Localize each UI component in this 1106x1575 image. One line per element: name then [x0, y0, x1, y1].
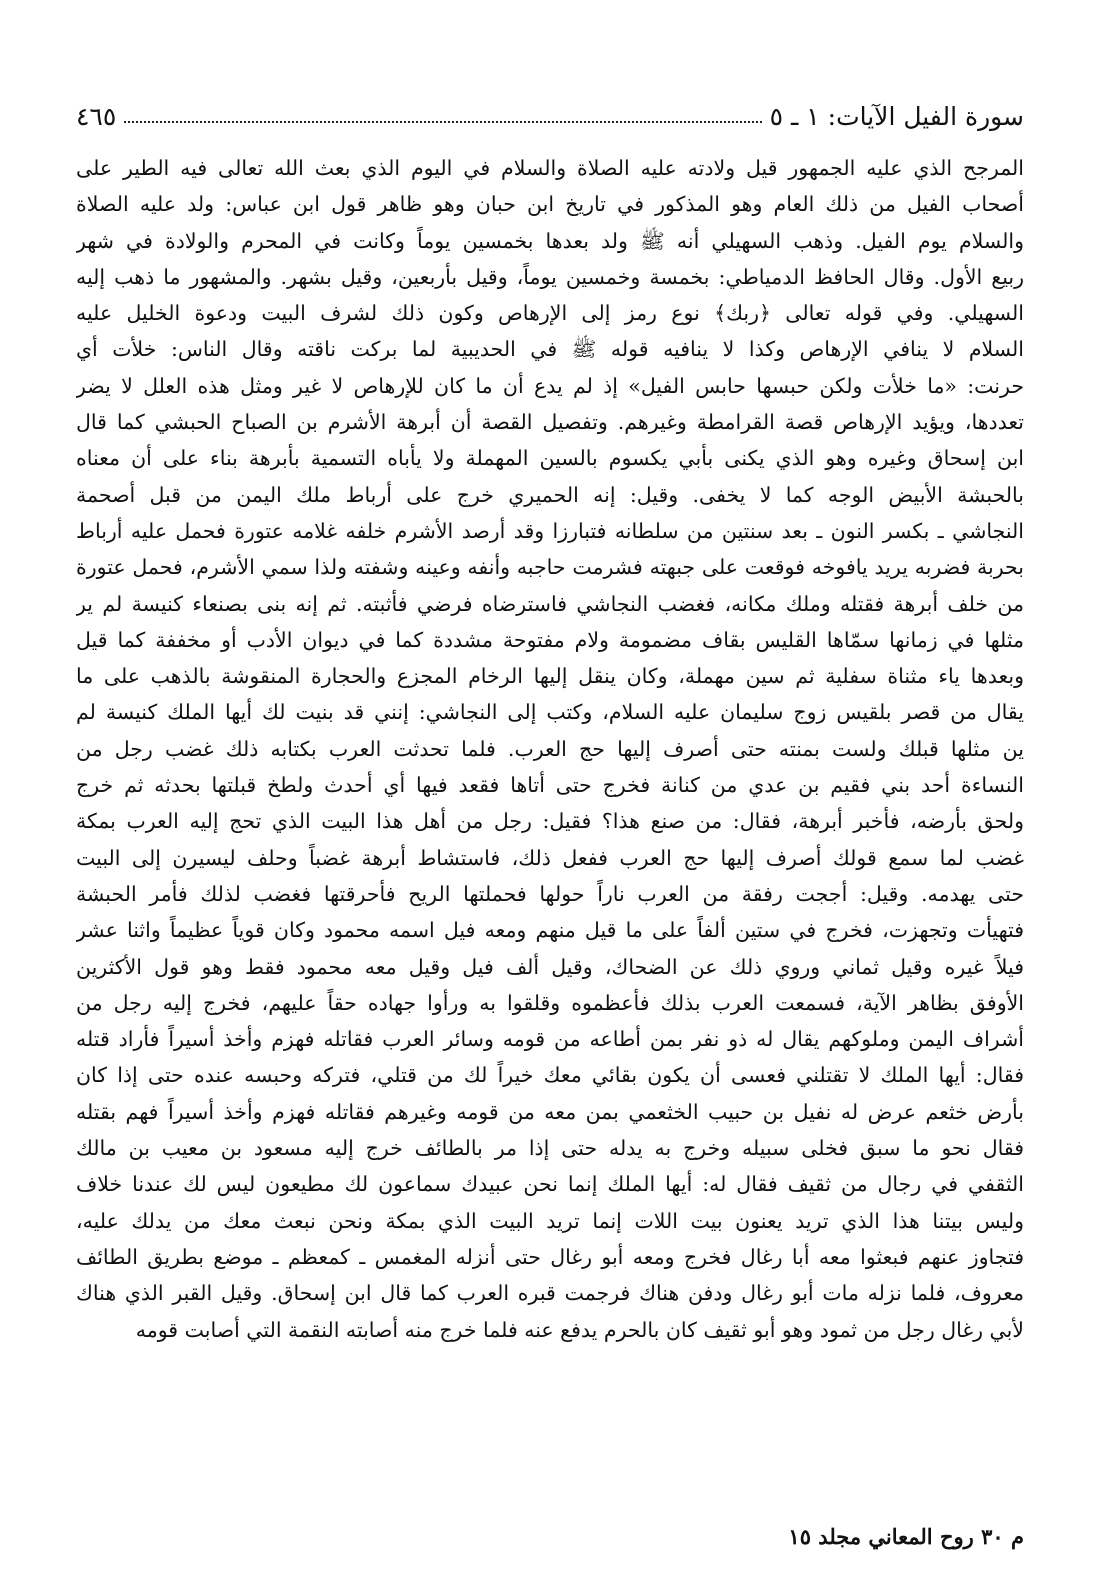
text-line: فقال نحو ما سبق فخلى سبيله وخرج به يدله حتى إذا مر بالطائف خرج إليه مسعود بن معيب بن مالك: [76, 1136, 1024, 1161]
text-line: الأوفق بظاهر الآية، فسمعت العرب بذلك فأعظموه وقلقوا به ورأوا جهاده حقاً عليهم، فخرج إليه رجل من: [76, 990, 1024, 1015]
text-line: المرجح الذي عليه الجمهور قيل ولادته عليه الصلاة والسلام في اليوم الذي بعث الله تعالى فيه الطير على: [76, 156, 1024, 180]
text-line: ابن إسحاق وغيره وهو الذي يكنى بأبي يكسوم بالسين المهملة ولا يأباه التسمية بأبرهة بناء على أن معناه: [76, 446, 1024, 471]
text-line: أشراف اليمن وملوكهم يقال له ذو نفر بمن أطاعه من قومه وسائر العرب فقاتله فهزم وأخذ أسيراً فأراد قتله: [76, 1027, 1024, 1052]
header-title: سورة الفيل الآيات: ١ ـ ٥: [769, 101, 1024, 131]
text-line: غضب لما سمع قولك أصرف إليها حج العرب ففعل ذلك، فاستشاط أبرهة غضباً وحلف ليسيرن إلى البيت: [76, 845, 1024, 870]
text-line: حرنت: «ما خلأت ولكن حبسها حابس الفيل» إذ لم يدع أن ما كان للإرهاص لا غير ومثل هذه العلل لا يضر: [76, 373, 1024, 398]
text-line: من خلف أبرهة فقتله وملك مكانه، فغضب النجاشي فاسترضاه فرضي فأثبته. ثم إنه بنى بصنعاء كنيسة لم ير: [76, 591, 1024, 616]
body-text: [76, 150, 1024, 1348]
running-header: [76, 96, 1024, 136]
text-line: النجاشي ـ بكسر النون ـ بعد سنتين من سلطانه فتبارزا وقد أرصد الأشرم خلفه غلامه عتورة فحمل عليه أرباط: [76, 518, 1024, 543]
text-line: بالحبشة الأبيض الوجه كما لا يخفى. وقيل: إنه الحميري خرج على أرباط ملك اليمن من قبل أصحمة: [76, 482, 1024, 507]
text-line: ربيع الأول. وقال الحافظ الدمياطي: بخمسة وخمسين يوماً، وقيل بأربعين، وقيل بشهر. والمشهور ما ذهب إليه: [76, 264, 1024, 289]
text-line: ين مثلها قبلك ولست بمنته حتى أصرف إليها حج العرب. فلما تحدثت العرب بكتابه ذلك غضب رجل من: [76, 736, 1024, 761]
text-line: فقال: أيها الملك لا تقتلني فعسى أن يكون بقائي معك خيراً لك من قتلي، فتركه وحبسه عنده حتى إذا كان: [76, 1063, 1024, 1088]
text-line: أصحاب الفيل من ذلك العام وهو المذكور في تاريخ ابن حبان وهو ظاهر قول ابن عباس: ولد عليه الصلاة: [76, 192, 1024, 217]
text-line: وبعدها ياء مثناة سفلية ثم سين مهملة، وكان ينقل إليها الرخام المجزع والحجارة المنقوشة بالذهب على ما: [76, 664, 1024, 689]
text-line: السهيلي. وفي قوله تعالى ﴿ربك﴾ نوع رمز إلى الإرهاص وكون ذلك لشرف البيت ودعوة الخليل عليه: [76, 301, 1024, 326]
text-line: الثقفي في رجال من ثقيف فقال له: أيها الملك إنما نحن عبيدك سماعون لك مطيعون ليس لك عندنا خلاف: [76, 1172, 1024, 1197]
text-line: بحربة فضربه يريد يافوخه فوقعت على جبهته فشرمت حاجبه وأنفه وعينه وشفته ولذا سمي الأشرم، فحمل عتورة: [76, 555, 1024, 580]
text-line: فتهيأت وتجهزت، فخرج في ستين ألفاً على ما قيل منهم ومعه فيل اسمه محمود وكان قوياً عظيماً واثنا عشر: [76, 918, 1024, 943]
text-line: النساءة أحد بني فقيم بن عدي من كنانة فخرج حتى أتاها فقعد فيها أي أحدث ولطخ قبلتها بحدثه ثم خرج: [76, 773, 1024, 798]
text-line: حتى يهدمه. وقيل: أججت رفقة من العرب ناراً حولها فحملتها الريح فأحرقتها فغضب لذلك فأمر الحبشة: [76, 881, 1024, 906]
header-dot-leader: [124, 121, 761, 123]
text-line: بأرض خثعم عرض له نفيل بن حبيب الخثعمي بمن معه من قومه وغيرهم فقاتله فهزم وأخذ أسيراً فهم بقتله: [76, 1099, 1024, 1124]
text-line: فيلاً غيره وقيل ثماني وروي ذلك عن الضحاك، وقيل ألف فيل وقيل معه محمود فقط وهو قول الأكثرين: [76, 954, 1024, 979]
text-line: فتجاوز عنهم فبعثوا معه أبا رغال فخرج ومعه أبو رغال حتى أنزله المغمس ـ كمعظم ـ موضع بطريق الطائف: [76, 1244, 1024, 1269]
page-number: ٤٦٥: [76, 101, 117, 131]
text-line: والسلام يوم الفيل. وذهب السهيلي أنه ﷺ ولد بعدها بخمسين يوماً وكانت في المحرم والولادة في شهر: [76, 228, 1024, 253]
footer-signature: م ٣٠ روح المعاني مجلد ١٥: [788, 1524, 1024, 1549]
text-line: تعددها، ويؤيد الإرهاص قصة القرامطة وغيرهم. وتفصيل القصة أن أبرهة الأشرم بن الصباح الحبشي كما قال: [76, 410, 1024, 435]
text-line: لأبي رغال رجل من ثمود وهو أبو ثقيف كان بالحرم يدفع عنه فلما خرج منه أصابته النقمة التي أصابت قومه: [135, 1317, 1024, 1342]
text-line: مثلها في زمانها سمّاها القليس بقاف مضمومة ولام مفتوحة مشددة كما في ديوان الأدب أو مخففة كما قيل: [76, 627, 1024, 652]
text-line: معروف، فلما نزله مات أبو رغال ودفن هناك فرجمت قبره العرب كما قال ابن إسحاق. وقيل القبر الذي هناك: [76, 1281, 1024, 1306]
text-line: السلام لا ينافي الإرهاص وكذا لا ينافيه قوله ﷺ في الحديبية لما بركت ناقته وقال الناس: خلأت أي: [76, 337, 1024, 362]
text-line: ولحق بأرضه، فأخبر أبرهة، فقال: من صنع هذا؟ فقيل: رجل من أهل هذا البيت الذي تحج إليه العرب بمكة: [76, 809, 1024, 834]
text-line: يقال من قصر بلقيس زوج سليمان عليه السلام، وكتب إلى النجاشي: إنني قد بنيت لك أيها الملك كنيسة لم: [76, 700, 1024, 725]
text-line: وليس بيتنا هذا الذي تريد يعنون بيت اللات إنما تريد البيت الذي بمكة ونحن نبعث معك من يدلك عليه،: [76, 1208, 1024, 1233]
